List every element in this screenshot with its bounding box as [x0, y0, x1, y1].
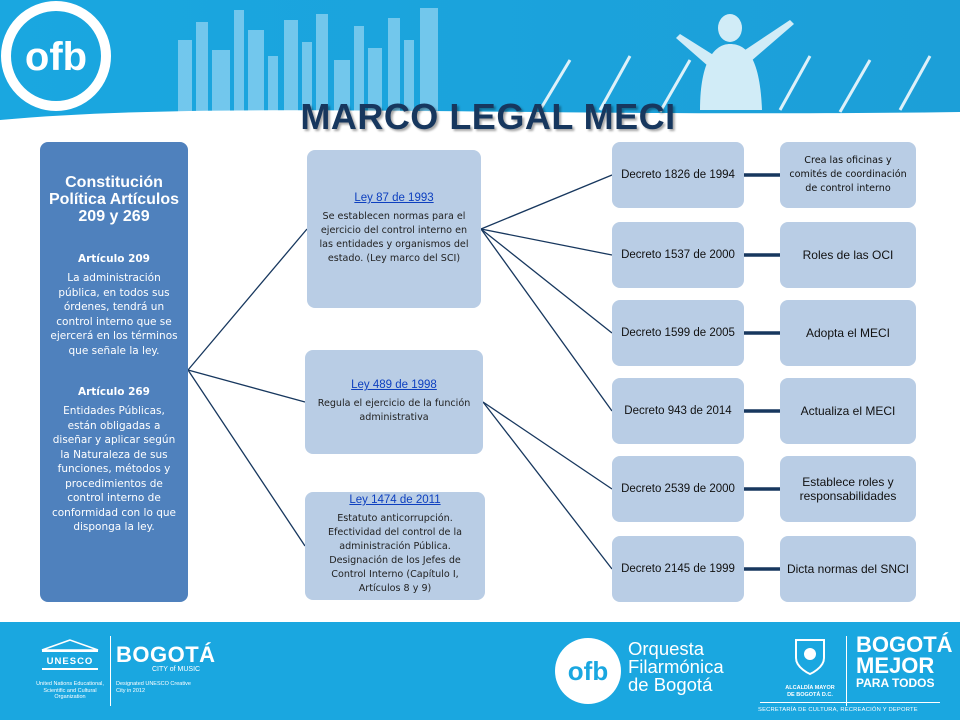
law-489-1998-text: Regula el ejercicio de la función administrativa	[317, 398, 471, 423]
city-of-music-label: CITY of MUSIC	[152, 666, 201, 673]
connector-law1-d4	[481, 229, 612, 411]
mejor-line-2: MEJOR	[856, 653, 935, 678]
connector-law1-d2	[481, 229, 612, 255]
logo-bottom-text: ofb	[567, 656, 609, 686]
bogota-mejor-logo	[856, 634, 953, 690]
orchestra-line-1: Orquesta	[628, 638, 705, 659]
decree-name: Decreto 1537 de 2000	[621, 249, 735, 261]
unesco-text: United Nations Educational, Scientific and Cultural Organization	[36, 681, 104, 700]
connector-root-law1	[188, 229, 307, 370]
page-title: MARCO LEGAL MECI	[300, 96, 676, 137]
law-87-1993-box	[307, 150, 481, 308]
footer-divider-2	[846, 636, 847, 706]
alcaldia-logo	[782, 636, 838, 698]
decree-name: Decreto 2145 de 1999	[621, 563, 735, 575]
decree-1599-2005-box	[612, 300, 744, 366]
designated-text: Designated UNESCO Creative City in 2012	[116, 681, 191, 694]
decree-2145-description-box	[780, 536, 916, 602]
decree-2145-1999-box	[612, 536, 744, 602]
decree-description: Actualiza el MECI	[800, 404, 896, 418]
decree-943-2014-box	[612, 378, 744, 444]
decree-name: Decreto 1599 de 2005	[621, 327, 735, 339]
article-209-title: Artículo 209	[77, 253, 150, 265]
law-1474-2011-link[interactable]: Ley 1474 de 2011	[349, 494, 441, 506]
decree-1599-description-box	[780, 300, 916, 366]
article-269-text: Entidades Públicas, están obligadas a diseñar y aplicar según la Naturaleza de sus funciones, métodos y procedimientos de control interno de conformidad con lo que disponga la ley.	[51, 405, 176, 533]
decree-name: Decreto 1826 de 1994	[621, 169, 735, 181]
connector-law2-d5	[483, 402, 612, 489]
ofb-logo-bottom	[553, 636, 623, 706]
connector-law2-d6	[483, 402, 612, 569]
logo-top-text: ofb	[24, 35, 88, 79]
decree-description: Crea las oficinas y comités de coordinación de control interno	[789, 155, 907, 194]
unesco-acronym: UNESCO	[46, 656, 94, 667]
decree-2539-description-box	[780, 456, 916, 522]
connector-law1-d3	[481, 229, 612, 333]
orchestra-line-3: de Bogotá	[628, 674, 713, 695]
connector-law1-d1	[481, 175, 612, 229]
orchestra-name	[628, 640, 724, 694]
law-1474-2011-box	[305, 492, 485, 600]
decree-description: Dicta normas del SNCI	[786, 562, 910, 576]
law-87-1993-text: Se establecen normas para el ejercicio del control interno en las entidades y organismos del estado. (Ley marco del SCI)	[319, 211, 469, 264]
decree-1826-1994-box	[612, 142, 744, 208]
bogota-word: BOGOTÁ	[116, 642, 216, 667]
alcaldia-text: ALCALDÍA MAYOR DE BOGOTÁ D.C.	[785, 685, 835, 698]
bogota-city-of-music	[116, 642, 216, 694]
decree-943-description-box	[780, 378, 916, 444]
footer-banner	[0, 622, 960, 720]
law-489-1998-link[interactable]: Ley 489 de 1998	[351, 379, 437, 391]
secretaria-text: SECRETARÍA DE CULTURA, RECREACIÓN Y DEPORTE	[758, 707, 918, 713]
coat-of-arms-icon	[792, 636, 828, 676]
decree-description: Adopta el MECI	[805, 326, 891, 340]
decree-2539-2000-box	[612, 456, 744, 522]
unesco-logo	[34, 638, 106, 701]
constitution-title: Constitución Política Artículos 209 y 269	[48, 174, 180, 225]
decree-1826-description-box	[780, 142, 916, 208]
unesco-temple-icon	[34, 638, 106, 672]
connector-root-law3	[188, 370, 305, 546]
decree-description: Establece roles y responsabilidades	[799, 475, 897, 503]
article-209-text: La administración pública, en todos sus órdenes, tendrá un control interno que se ejercerá en los términos que señale la ley.	[50, 272, 178, 357]
constitution-box	[40, 142, 188, 602]
footer-divider-3	[760, 702, 940, 703]
article-269-title: Artículo 269	[77, 386, 150, 398]
law-1474-2011-text: Estatuto anticorrupción. Efectividad del control de la administración Pública. Designación de los Jefes de Control Interno (Capítulo I, Artículos 8 y 9)	[327, 513, 463, 594]
decree-description: Roles de las OCI	[802, 248, 894, 262]
decree-name: Decreto 2539 de 2000	[621, 483, 735, 495]
law-87-1993-link[interactable]: Ley 87 de 1993	[354, 192, 434, 204]
orchestra-line-2: Filarmónica	[628, 656, 724, 677]
decree-name: Decreto 943 de 2014	[624, 405, 732, 417]
mejor-line-1: BOGOTÁ	[856, 632, 953, 657]
footer-divider-1	[110, 636, 111, 706]
law-489-1998-box	[305, 350, 483, 454]
decree-1537-description-box	[780, 222, 916, 288]
decree-1537-2000-box	[612, 222, 744, 288]
mejor-line-3: PARA TODOS	[856, 676, 935, 690]
